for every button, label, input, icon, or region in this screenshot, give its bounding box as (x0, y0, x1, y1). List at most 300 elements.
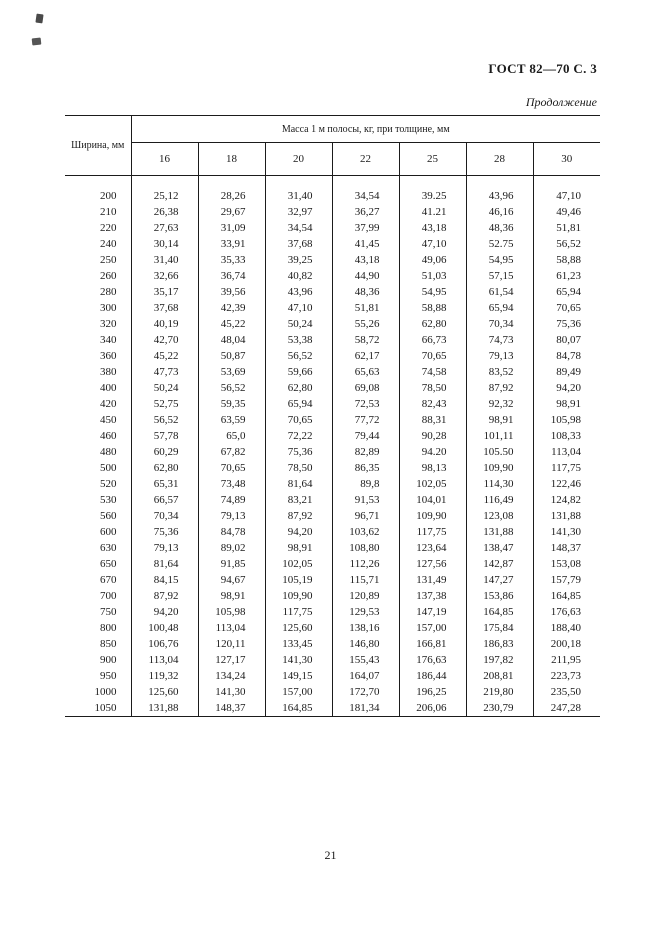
mass-value: 92,32 (466, 396, 533, 412)
width-value: 260 (65, 268, 131, 284)
mass-value: 123,64 (399, 540, 466, 556)
mass-value: 166,81 (399, 636, 466, 652)
mass-value: 131,49 (399, 572, 466, 588)
mass-value: 114,30 (466, 476, 533, 492)
mass-value: 48,36 (466, 220, 533, 236)
page-number: 21 (324, 848, 337, 862)
mass-value: 35,33 (198, 252, 265, 268)
mass-value: 77,72 (332, 412, 399, 428)
mass-value: 164,07 (332, 668, 399, 684)
mass-value: 78,50 (265, 460, 332, 476)
mass-value: 75,36 (131, 524, 198, 540)
width-value: 200 (65, 176, 131, 205)
mass-value: 26,38 (131, 204, 198, 220)
mass-value: 105,98 (198, 604, 265, 620)
mass-value: 50,87 (198, 348, 265, 364)
mass-value: 91,53 (332, 492, 399, 508)
table-row (65, 332, 600, 348)
width-value: 530 (65, 492, 131, 508)
thickness-col-header: 20 (265, 143, 332, 176)
mass-value: 80,07 (533, 332, 600, 348)
mass-value: 65,94 (466, 300, 533, 316)
table-row (65, 588, 600, 604)
mass-value: 247,28 (533, 700, 600, 717)
mass-value: 65,31 (131, 476, 198, 492)
mass-value: 55,26 (332, 316, 399, 332)
table-row (65, 476, 600, 492)
width-value: 900 (65, 652, 131, 668)
mass-value: 57,78 (131, 428, 198, 444)
mass-value: 65,94 (533, 284, 600, 300)
mass-value: 235,50 (533, 684, 600, 700)
mass-value: 109,90 (466, 460, 533, 476)
mass-value: 89,02 (198, 540, 265, 556)
mass-value: 131,88 (466, 524, 533, 540)
mass-value: 175,84 (466, 620, 533, 636)
mass-value: 62,80 (399, 316, 466, 332)
mass-value: 84,78 (533, 348, 600, 364)
mass-value: 82,43 (399, 396, 466, 412)
mass-value: 138,47 (466, 540, 533, 556)
mass-value: 129,53 (332, 604, 399, 620)
mass-value: 82,89 (332, 444, 399, 460)
mass-value: 79,44 (332, 428, 399, 444)
thickness-col-header: 16 (131, 143, 198, 176)
mass-value: 176,63 (533, 604, 600, 620)
width-value: 600 (65, 524, 131, 540)
mass-value: 39,25 (265, 252, 332, 268)
width-value: 700 (65, 588, 131, 604)
table-row (65, 540, 600, 556)
width-value: 250 (65, 252, 131, 268)
width-value: 480 (65, 444, 131, 460)
mass-value: 142,87 (466, 556, 533, 572)
table-row (65, 492, 600, 508)
mass-value: 146,80 (332, 636, 399, 652)
mass-value: 157,00 (399, 620, 466, 636)
mass-value: 66,73 (399, 332, 466, 348)
mass-value: 141,30 (198, 684, 265, 700)
mass-value: 45,22 (131, 348, 198, 364)
mass-column-group-header: Масса 1 м полосы, кг, при толщине, мм (131, 116, 600, 143)
mass-value: 37,99 (332, 220, 399, 236)
mass-value: 75,36 (265, 444, 332, 460)
mass-value: 108,33 (533, 428, 600, 444)
mass-value: 100,48 (131, 620, 198, 636)
mass-value: 31,09 (198, 220, 265, 236)
width-value: 800 (65, 620, 131, 636)
table-row (65, 508, 600, 524)
mass-value: 36,74 (198, 268, 265, 284)
mass-value: 153,86 (466, 588, 533, 604)
mass-value: 186,83 (466, 636, 533, 652)
mass-value: 117,75 (399, 524, 466, 540)
mass-value: 70,65 (198, 460, 265, 476)
mass-value: 65,0 (198, 428, 265, 444)
mass-value: 84,15 (131, 572, 198, 588)
mass-value: 48,04 (198, 332, 265, 348)
table-row (65, 604, 600, 620)
mass-value: 147,19 (399, 604, 466, 620)
mass-value: 40,82 (265, 268, 332, 284)
thickness-col-header: 25 (399, 143, 466, 176)
mass-value: 27,63 (131, 220, 198, 236)
mass-value: 81,64 (131, 556, 198, 572)
table-row (65, 700, 600, 717)
mass-value: 62,80 (131, 460, 198, 476)
mass-value: 87,92 (131, 588, 198, 604)
table-row (65, 652, 600, 668)
mass-value: 102,05 (399, 476, 466, 492)
mass-value: 104,01 (399, 492, 466, 508)
mass-value: 153,08 (533, 556, 600, 572)
mass-value: 33,91 (198, 236, 265, 252)
table-header-row (65, 116, 600, 143)
width-value: 520 (65, 476, 131, 492)
width-value: 560 (65, 508, 131, 524)
mass-value: 60,29 (131, 444, 198, 460)
mass-value: 32,66 (131, 268, 198, 284)
mass-value: 116,49 (466, 492, 533, 508)
table-row (65, 300, 600, 316)
mass-value: 197,82 (466, 652, 533, 668)
mass-value: 25,12 (131, 176, 198, 205)
table-row (65, 236, 600, 252)
thickness-col-header: 30 (533, 143, 600, 176)
mass-value: 91,85 (198, 556, 265, 572)
mass-value: 117,75 (265, 604, 332, 620)
table-row (65, 316, 600, 332)
table-row (65, 380, 600, 396)
standard-reference: ГОСТ 82—70 С. 3 (488, 61, 597, 76)
mass-value: 105,98 (533, 412, 600, 428)
width-value: 850 (65, 636, 131, 652)
mass-value: 98,91 (466, 412, 533, 428)
mass-value: 39.25 (399, 176, 466, 205)
mass-value: 54,95 (466, 252, 533, 268)
table-row (65, 444, 600, 460)
continuation-label: Продолжение (525, 95, 597, 109)
mass-value: 66,57 (131, 492, 198, 508)
mass-value: 188,40 (533, 620, 600, 636)
mass-value: 133,45 (265, 636, 332, 652)
mass-value: 106,76 (131, 636, 198, 652)
mass-value: 89,8 (332, 476, 399, 492)
mass-value: 42,70 (131, 332, 198, 348)
mass-value: 98,13 (399, 460, 466, 476)
mass-value: 84,78 (198, 524, 265, 540)
mass-value: 70,34 (131, 508, 198, 524)
mass-value: 52.75 (466, 236, 533, 252)
mass-value: 98,91 (533, 396, 600, 412)
table-body (65, 176, 600, 717)
mass-value: 87,92 (265, 508, 332, 524)
mass-value: 44,90 (332, 268, 399, 284)
mass-value: 50,24 (131, 380, 198, 396)
scan-artifact (35, 14, 43, 24)
mass-value: 230,79 (466, 700, 533, 717)
mass-value: 86,35 (332, 460, 399, 476)
mass-value: 62,17 (332, 348, 399, 364)
mass-value: 223,73 (533, 668, 600, 684)
mass-value: 113,04 (533, 444, 600, 460)
mass-value: 117,75 (533, 460, 600, 476)
table-row (65, 220, 600, 236)
mass-value: 37,68 (265, 236, 332, 252)
mass-value: 58,88 (399, 300, 466, 316)
mass-value: 141,30 (533, 524, 600, 540)
mass-value: 94,20 (131, 604, 198, 620)
mass-value: 50,24 (265, 316, 332, 332)
mass-value: 34,54 (265, 220, 332, 236)
mass-value: 138,16 (332, 620, 399, 636)
mass-value: 30,14 (131, 236, 198, 252)
thickness-col-header: 22 (332, 143, 399, 176)
mass-value: 34,54 (332, 176, 399, 205)
table-row (65, 428, 600, 444)
mass-value: 120,11 (198, 636, 265, 652)
mass-value: 103,62 (332, 524, 399, 540)
mass-value: 206,06 (399, 700, 466, 717)
table-row (65, 668, 600, 684)
thickness-header-row (65, 143, 600, 176)
mass-value: 125,60 (131, 684, 198, 700)
mass-value: 94,20 (533, 380, 600, 396)
width-value: 360 (65, 348, 131, 364)
mass-value: 90,28 (399, 428, 466, 444)
mass-value: 74,73 (466, 332, 533, 348)
width-value: 220 (65, 220, 131, 236)
mass-value: 98,91 (198, 588, 265, 604)
mass-value: 65,94 (265, 396, 332, 412)
mass-value: 176,63 (399, 652, 466, 668)
mass-value: 56,52 (131, 412, 198, 428)
mass-value: 53,69 (198, 364, 265, 380)
table-row (65, 460, 600, 476)
mass-value: 141,30 (265, 652, 332, 668)
mass-value: 79,13 (198, 508, 265, 524)
width-value: 750 (65, 604, 131, 620)
mass-value: 70,65 (533, 300, 600, 316)
width-value: 380 (65, 364, 131, 380)
mass-value: 70,65 (265, 412, 332, 428)
mass-value: 51,81 (533, 220, 600, 236)
width-value: 210 (65, 204, 131, 220)
mass-value: 172,70 (332, 684, 399, 700)
mass-value: 79,13 (131, 540, 198, 556)
mass-value: 157,00 (265, 684, 332, 700)
width-value: 670 (65, 572, 131, 588)
mass-value: 148,37 (198, 700, 265, 717)
mass-value: 59,35 (198, 396, 265, 412)
mass-value: 29,67 (198, 204, 265, 220)
mass-value: 32,97 (265, 204, 332, 220)
width-value: 1050 (65, 700, 131, 717)
mass-value: 58,88 (533, 252, 600, 268)
mass-value: 36,27 (332, 204, 399, 220)
mass-value: 105.50 (466, 444, 533, 460)
mass-value: 39,56 (198, 284, 265, 300)
mass-value: 53,38 (265, 332, 332, 348)
table-row (65, 556, 600, 572)
table-row (65, 252, 600, 268)
mass-value: 56,52 (265, 348, 332, 364)
width-value: 450 (65, 412, 131, 428)
mass-value: 127,56 (399, 556, 466, 572)
mass-value: 42,39 (198, 300, 265, 316)
mass-value: 54,95 (399, 284, 466, 300)
width-value: 320 (65, 316, 131, 332)
mass-value: 208,81 (466, 668, 533, 684)
width-value: 630 (65, 540, 131, 556)
mass-value: 87,92 (466, 380, 533, 396)
mass-value: 113,04 (131, 652, 198, 668)
mass-value: 51,03 (399, 268, 466, 284)
mass-value: 40,19 (131, 316, 198, 332)
mass-value: 134,24 (198, 668, 265, 684)
table-row (65, 396, 600, 412)
table-row (65, 284, 600, 300)
mass-value: 79,13 (466, 348, 533, 364)
mass-value: 101,11 (466, 428, 533, 444)
mass-value: 113,04 (198, 620, 265, 636)
mass-value: 211,95 (533, 652, 600, 668)
table-row (65, 684, 600, 700)
width-value: 240 (65, 236, 131, 252)
mass-value: 52,75 (131, 396, 198, 412)
mass-value: 56,52 (198, 380, 265, 396)
mass-value: 49,46 (533, 204, 600, 220)
mass-value: 164,85 (533, 588, 600, 604)
mass-value: 37,68 (131, 300, 198, 316)
mass-value: 75,36 (533, 316, 600, 332)
table-row (65, 524, 600, 540)
mass-value: 119,32 (131, 668, 198, 684)
width-value: 400 (65, 380, 131, 396)
mass-value: 65,63 (332, 364, 399, 380)
mass-value: 63,59 (198, 412, 265, 428)
table-row (65, 636, 600, 652)
mass-value: 72,22 (265, 428, 332, 444)
mass-value: 157,79 (533, 572, 600, 588)
mass-value: 57,15 (466, 268, 533, 284)
scan-artifact (32, 38, 42, 46)
mass-value: 47,10 (399, 236, 466, 252)
mass-value: 59,66 (265, 364, 332, 380)
mass-value: 105,19 (265, 572, 332, 588)
table-row (65, 364, 600, 380)
width-column-header: Ширина, мм (65, 116, 131, 176)
mass-value: 62,80 (265, 380, 332, 396)
mass-value: 94,20 (265, 524, 332, 540)
mass-value: 43,96 (265, 284, 332, 300)
width-value: 280 (65, 284, 131, 300)
mass-value: 164,85 (466, 604, 533, 620)
mass-value: 47,10 (533, 176, 600, 205)
mass-value: 120,89 (332, 588, 399, 604)
mass-value: 98,91 (265, 540, 332, 556)
width-value: 420 (65, 396, 131, 412)
mass-value: 122,46 (533, 476, 600, 492)
width-value: 460 (65, 428, 131, 444)
table-row (65, 268, 600, 284)
mass-value: 155,43 (332, 652, 399, 668)
mass-value: 83,21 (265, 492, 332, 508)
mass-value: 69,08 (332, 380, 399, 396)
width-value: 1000 (65, 684, 131, 700)
mass-value: 47,10 (265, 300, 332, 316)
mass-value: 47,73 (131, 364, 198, 380)
mass-value: 102,05 (265, 556, 332, 572)
table-row (65, 412, 600, 428)
mass-value: 94,67 (198, 572, 265, 588)
mass-value: 115,71 (332, 572, 399, 588)
width-value: 300 (65, 300, 131, 316)
mass-value: 181,34 (332, 700, 399, 717)
mass-value: 89,49 (533, 364, 600, 380)
mass-value: 164,85 (265, 700, 332, 717)
mass-value: 61,54 (466, 284, 533, 300)
mass-value: 43,18 (399, 220, 466, 236)
mass-value: 28,26 (198, 176, 265, 205)
mass-value: 200,18 (533, 636, 600, 652)
table-row (65, 348, 600, 364)
mass-value: 45,22 (198, 316, 265, 332)
mass-value: 131,88 (131, 700, 198, 717)
table-row (65, 176, 600, 205)
mass-value: 131,88 (533, 508, 600, 524)
mass-value: 72,53 (332, 396, 399, 412)
thickness-col-header: 18 (198, 143, 265, 176)
thickness-col-header: 28 (466, 143, 533, 176)
mass-value: 48,36 (332, 284, 399, 300)
mass-value: 81,64 (265, 476, 332, 492)
mass-value: 96,71 (332, 508, 399, 524)
mass-value: 219,80 (466, 684, 533, 700)
mass-value: 70,65 (399, 348, 466, 364)
mass-value: 148,37 (533, 540, 600, 556)
mass-value: 149,15 (265, 668, 332, 684)
mass-value: 125,60 (265, 620, 332, 636)
mass-value: 41.21 (399, 204, 466, 220)
mass-value: 124,82 (533, 492, 600, 508)
width-value: 950 (65, 668, 131, 684)
mass-value: 127,17 (198, 652, 265, 668)
mass-value: 74,89 (198, 492, 265, 508)
table-row (65, 620, 600, 636)
mass-value: 73,48 (198, 476, 265, 492)
mass-value: 137,38 (399, 588, 466, 604)
mass-value: 88,31 (399, 412, 466, 428)
mass-value: 49,06 (399, 252, 466, 268)
width-value: 650 (65, 556, 131, 572)
width-value: 340 (65, 332, 131, 348)
mass-value: 56,52 (533, 236, 600, 252)
mass-value: 58,72 (332, 332, 399, 348)
mass-value: 186,44 (399, 668, 466, 684)
mass-value: 108,80 (332, 540, 399, 556)
mass-value: 83,52 (466, 364, 533, 380)
mass-value: 46,16 (466, 204, 533, 220)
mass-value: 51,81 (332, 300, 399, 316)
mass-value: 61,23 (533, 268, 600, 284)
mass-value: 41,45 (332, 236, 399, 252)
mass-value: 35,17 (131, 284, 198, 300)
mass-value: 70,34 (466, 316, 533, 332)
table-row (65, 572, 600, 588)
mass-value: 196,25 (399, 684, 466, 700)
mass-value: 74,58 (399, 364, 466, 380)
